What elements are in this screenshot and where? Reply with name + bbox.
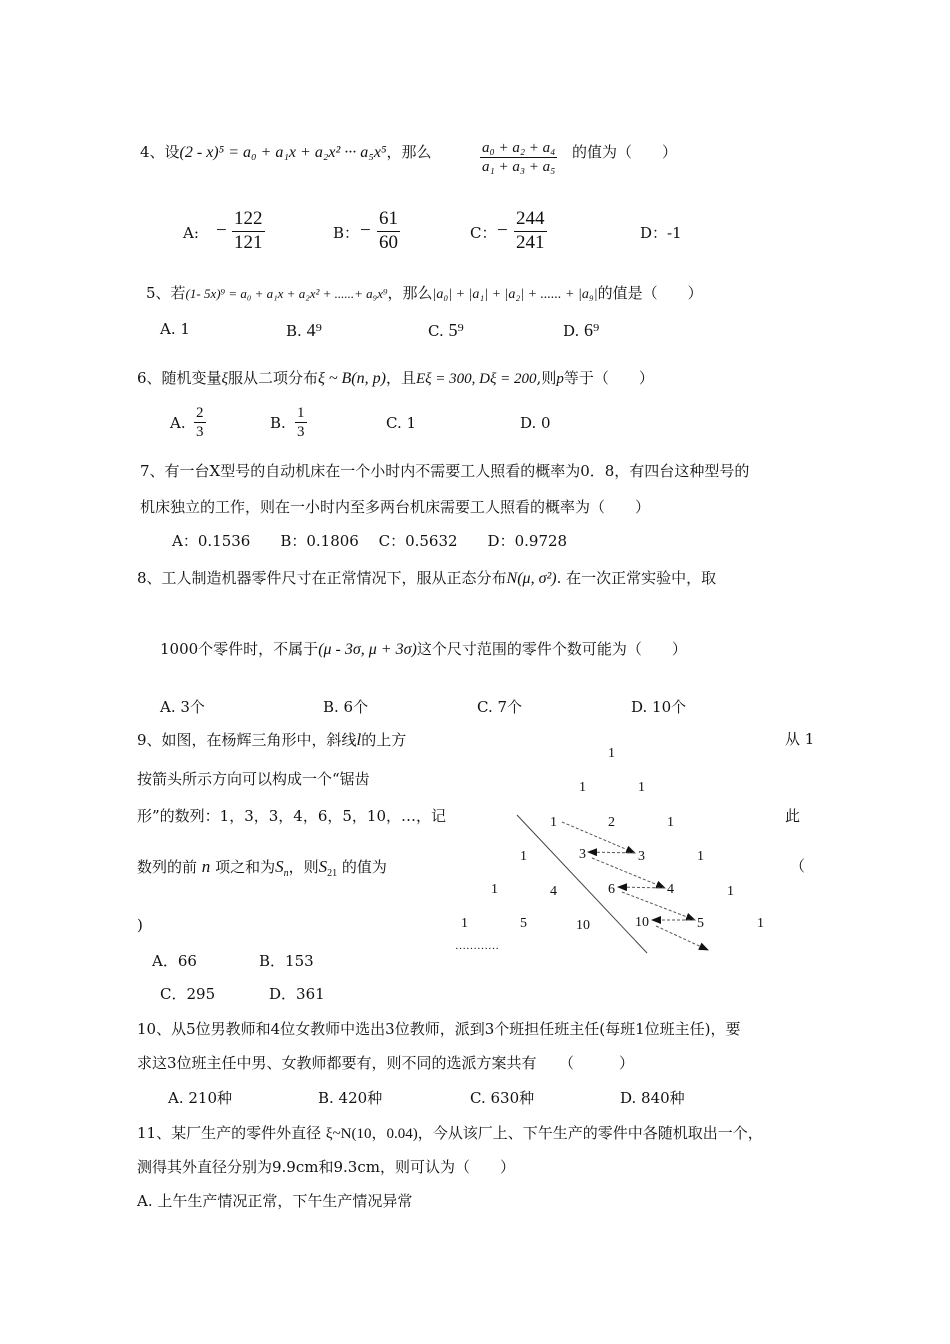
q8-option-b: B. 6个 [323, 698, 369, 716]
q9-line5: ) [137, 916, 143, 934]
q6-option-a-label: A. [170, 414, 186, 432]
q6-option-d: D. 0 [520, 414, 551, 432]
q8-option-a: A. 3个 [160, 698, 205, 716]
q6-option-a-frac: $\frac{2}{3}$ [196, 405, 204, 440]
q9-line2: 按箭头所示方向可以构成一个“锯齿 [137, 770, 370, 788]
q8-range: (μ - 3σ, μ + 3σ) [318, 641, 417, 658]
q9-line4-right: （ [790, 857, 806, 875]
tri-r1-c0: 1 [579, 780, 586, 795]
q4-option-c-sign: − [497, 220, 508, 241]
tri-dots: ………… [455, 940, 499, 952]
q10-option-c: C. 630种 [470, 1089, 535, 1107]
tri-r3-c0: 1 [520, 849, 527, 864]
q9-option-c: C．295 [160, 985, 216, 1003]
tri-r2-c0: 1 [550, 815, 557, 830]
arrow-1-to-3 [562, 822, 635, 853]
q6-option-c: C. 1 [386, 414, 417, 432]
q9-option-a: A．66 [152, 952, 197, 970]
tri-r4-c3: 4 [667, 882, 674, 897]
tri-r4-c0: 1 [491, 882, 498, 897]
q8-distribution: N(μ, σ²) [506, 570, 557, 587]
q5-formula: (1- 5x)⁹ = a₀ + a₁x + a₂x² + ......+ a₉x⁹ [185, 286, 388, 301]
tri-r4-c4: 1 [727, 884, 734, 899]
q6-option-b-label: B. [270, 414, 286, 432]
q4-option-d: D：-1 [640, 224, 682, 242]
q10-option-a: A. 210种 [168, 1089, 232, 1107]
q4-formula: (2 - x)⁵ = a₀ + a₁x + a₂x² ··· a₅x⁵ [179, 144, 387, 161]
q4-option-c-frac: $\frac{244}{241}$ [516, 208, 545, 253]
q4-option-c-label: C： [470, 224, 497, 242]
q8-line2: 1000个零件时，不属于(μ - 3σ, μ + 3σ)这个尺寸范围的零件个数可能为（ ） [160, 640, 687, 658]
q6-option-b-frac: $\frac{1}{3}$ [297, 405, 305, 440]
q10-line2: 求这3位班主任中男、女教师都要有，则不同的选派方案共有 （ ） [137, 1054, 635, 1072]
tri-r4-c1: 4 [550, 884, 557, 899]
q6-condition: Eξ = 300, Dξ = 200 [415, 371, 537, 387]
q6-distribution: ξ ~ B(n, p) [318, 370, 386, 387]
tri-r5-c4: 5 [697, 916, 704, 931]
q7-line2: 机床独立的工作，则在一小时内至多两台机床需要工人照看的概率为（ ） [140, 498, 651, 516]
tri-r2-c1: 2 [608, 815, 615, 830]
q4-option-a-sign: − [216, 220, 227, 241]
tri-r3-c1: 3 [579, 847, 586, 862]
q4-option-a-frac: $\frac{122}{121}$ [234, 208, 263, 253]
tri-r5-c1: 5 [520, 916, 527, 931]
q4-fraction: $\frac{\text{a₀ + a₂ + a₄}}{\text{a₁ + a₃ + a₅}}$ [482, 140, 556, 175]
q5-stem: 5、若(1- 5x)⁹ = a₀ + a₁x + a₂x² + ......+ a₉x⁹，那么|a₀| + |a₁| + |a₂| + ...... + |a₉|的值是（ ） [146, 284, 703, 302]
arrow-4-to-6 [618, 887, 665, 888]
q9-line3: 形”的数列：1，3，3，4，6，5，10，…，记 [137, 807, 447, 825]
q4-option-b-label: B： [333, 224, 360, 242]
q8-line1: 8、工人制造机器零件尺寸在正常情况下，服从正态分布N(μ, σ²). 在一次正常实验中，取 [137, 569, 717, 587]
q8-option-c: C. 7个 [477, 698, 523, 716]
q4-option-b-frac: $\frac{61}{60}$ [379, 208, 398, 253]
arrow-3-to-3 [588, 852, 635, 853]
q5-option-b: B. 4⁹ [286, 320, 322, 340]
q9-line4: 数列的前 n 项之和为$S_n$，则$S_{21}$ 的值为 [137, 857, 387, 879]
q10-option-b: B. 420种 [318, 1089, 383, 1107]
q5-option-c: C. 5⁹ [428, 320, 464, 340]
q9-option-b: B．153 [259, 952, 314, 970]
tri-r4-c2: 6 [608, 882, 615, 897]
tri-r5-c5: 1 [757, 916, 764, 931]
q9-option-d: D．361 [269, 985, 325, 1003]
q9-line1-right: 从 1 [785, 730, 815, 748]
q4-option-b-sign: − [360, 220, 371, 241]
tri-r5-c3: 10 [635, 915, 649, 930]
q4-stem: 4、设(2 - x)⁵ = a₀ + a₁x + a₂x² ··· a₅x⁵，那么 [140, 143, 432, 161]
q7-options: A：0.1536 B：0.1806 C：0.5632 D：0.9728 [172, 532, 568, 550]
q4-option-a-label: A: [183, 224, 199, 242]
tri-r5-c0: 1 [461, 916, 468, 931]
q11-line1: 11、某厂生产的零件外直径 ξ~N(10，0.04)，今从该厂上、下午生产的零件中各随机取出一个， [137, 1124, 763, 1142]
q8-option-d: D. 10个 [631, 698, 687, 716]
q11-option-a: A. 上午生产情况正常，下午生产情况异常 [137, 1192, 413, 1210]
q11-line2: 测得其外直径分别为9.9cm和9.3cm，则可认为（ ） [137, 1158, 515, 1176]
q5-option-a: A. 1 [160, 320, 190, 338]
q7-line1: 7、有一台X型号的自动机床在一个小时内不需要工人照看的概率为0．8，有四台这种型号的 [140, 462, 750, 480]
q5-option-d: D. 6⁹ [563, 320, 600, 340]
arrow-3-to-4 [592, 858, 665, 888]
q10-line1: 10、从5位男教师和4位女教师中选出3位教师，派到3个班担任班主任(每班1位班主任)，要 [137, 1020, 741, 1038]
q11-distribution: ξ~N(10，0.04) [325, 1126, 418, 1142]
tri-r5-c2: 10 [576, 918, 590, 933]
tri-r2-c2: 1 [667, 815, 674, 830]
q6-stem: 6、随机变量ξ服从二项分布ξ ~ B(n, p)，且Eξ = 300, Dξ = 200,则p等于（ ） [137, 369, 654, 387]
q9-line3-right: 此 [785, 807, 801, 825]
q9-line1: 9、如图，在杨辉三角形中，斜线l的上方 [137, 730, 407, 749]
tri-r3-c3: 1 [697, 849, 704, 864]
q5-abs-sum: |a₀| + |a₁| + |a₂| + ...... + |a₉| [432, 287, 598, 302]
q4-stem-end: 的值为（ ） [572, 143, 678, 161]
arrow-6-to-5 [622, 892, 695, 920]
q10-option-d: D. 840种 [620, 1089, 685, 1107]
tri-r0-c0: 1 [608, 746, 615, 761]
tri-r3-c2: 3 [638, 849, 645, 864]
yanghui-figure [450, 740, 790, 970]
tri-r1-c1: 1 [638, 780, 645, 795]
